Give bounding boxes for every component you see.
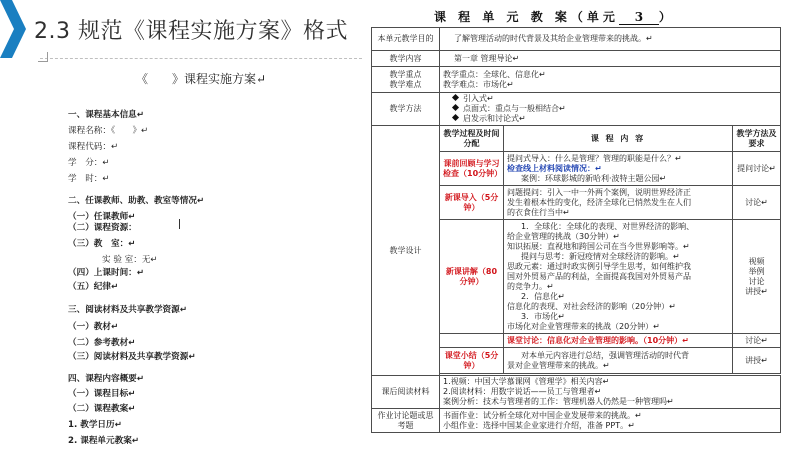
- doc-line: 一、课程基本信息↵: [68, 110, 144, 120]
- step-lecture-content: 1．全球化：全球化的表现、对世界经济的影响、 给企业管理的挑战（30分钟）↵ 知识拓展：直视地和跨国公司在当今世界影响等。↵ 提问与思考：新冠疫情对全球经济的影响。↵ 思政元素：通过时政实例引导学生思考，如何维护我 国对外贸易产品的利益，全面提高我国对外贸易产品 的竞争力。↵ 2．信息化↵ 信息化的表现、对社会经济的影响（20分钟）↵ 3．市场化↵ 市场化对企业管理带来的挑战（20分钟）↵: [504, 220, 733, 334]
- method-list: 引入式↵ 点面式：重点与一般相结合↵ 启发示和讨论式↵: [440, 93, 781, 126]
- step-intro-method: 讨论↵: [733, 186, 781, 220]
- method-label: 教学方法: [372, 93, 440, 126]
- step-summary-method: 讲授↵: [733, 348, 781, 374]
- doc-line: （一）课程目标↵: [68, 389, 136, 399]
- doc-line: （二）课程资源：: [68, 223, 137, 233]
- diamond-bullet-icon: [452, 104, 459, 111]
- doc-line: （三）阅读材料及共享教学资源↵: [68, 352, 196, 362]
- doc-line: 2. 课程单元教案↵: [68, 436, 139, 446]
- doc-line: 课程名称：《 》↵: [68, 126, 149, 136]
- design-label: 教学设计: [372, 126, 440, 376]
- homework-content: 书面作业：试分析全球化对中国企业发展带来的挑战。↵ 小组作业：选择中国某企业家进行介绍，准备 PPT。↵: [440, 409, 781, 433]
- discussion-method: 讨论↵: [733, 334, 781, 348]
- objective-label: 本单元教学目的: [372, 28, 440, 51]
- content-label: 教学内容: [372, 51, 440, 67]
- slide-title: 2.3 规范《课程实施方案》格式: [34, 19, 348, 44]
- doc-line: （一）任课教师↵: [68, 212, 136, 222]
- doc-line: （二）参考教材↵: [68, 338, 136, 348]
- diamond-bullet-icon: [452, 114, 459, 121]
- discussion-content: 课堂讨论：信息化对企业管理的影响。（10分钟）↵: [504, 334, 733, 348]
- header-steps: 教学过程及时间分配: [440, 126, 504, 152]
- lesson-plan-table: [371, 27, 781, 433]
- step-summary-content: 对本单元内容进行总结，强调管理活动的时代背 景对企业管理带来的挑战。↵: [504, 348, 733, 374]
- step-review-content: 提问式导入：什么是管理？管理的职能是什么？↵ 检查线上材料阅读情况：↵ 案例：环球影城的新哈利·波特主题公园↵: [504, 152, 733, 186]
- keypoints-value: 教学重点：全球化、信息化↵ 教学难点：市场化↵: [440, 67, 781, 93]
- text-cursor: [179, 219, 180, 229]
- doc-line: 三、阅读材料及共享教学资源↵: [68, 305, 187, 315]
- lesson-table-title: 课 程 单 元 教 案（单元 3 ）: [434, 10, 675, 24]
- document-heading: 《 》课程实施方案↵: [135, 72, 267, 86]
- doc-line: 实 验 室：无↵: [102, 255, 158, 265]
- course-plan-document: [40, 50, 362, 450]
- doc-line: 1. 教学日历↵: [68, 420, 122, 430]
- doc-line: （一）教材↵: [68, 322, 119, 332]
- step-summary: 课堂小结（5分钟）: [440, 348, 504, 374]
- reading-label: 课后阅读材料: [372, 376, 440, 409]
- doc-line: 学 分：↵: [68, 158, 110, 168]
- unit-number: 3: [619, 10, 659, 25]
- step-review-method: 提问讨论↵: [733, 152, 781, 186]
- reading-content: 1.视频：中国大学慕课网《管理学》相关内容↵ 2.阅读材料：用数字说话——员工与管理者↵ 案例分析：技术与管理者的工作：管理机器人仍然是一种管理吗↵: [440, 376, 781, 409]
- doc-line: （五）纪律↵: [68, 282, 119, 292]
- diamond-bullet-icon: [452, 94, 459, 101]
- step-intro: 新课导入（5分钟）: [440, 186, 504, 220]
- doc-line: 学 时：↵: [68, 174, 110, 184]
- header-method: 教学方法及要求: [733, 126, 781, 152]
- doc-line: 四、课程内容概要↵: [68, 374, 144, 384]
- homework-label: 作业讨论题或思考题: [372, 409, 440, 433]
- doc-line: （三）教 室：↵: [68, 239, 136, 249]
- step-review: 课前回顾与学习检查（10分钟）: [440, 152, 504, 186]
- doc-line: 二、任课教师、助教、教室等情况↵: [68, 196, 205, 206]
- keypoints-label: 教学重点 教学难点: [372, 67, 440, 93]
- step-intro-content: 问题提问：引入一中一外两个案例，说明世界经济正 发生着根本性的变化，经济全球化已悄然发生在人们 的衣食住行当中↵: [504, 186, 733, 220]
- doc-line: （四）上课时间：↵: [68, 268, 144, 278]
- step-lecture: 新课讲解（80分钟）: [440, 220, 504, 334]
- content-value: 第一章 管理导论↵: [440, 51, 781, 67]
- step-lecture-method: 视频 举例 讨论 讲授↵: [733, 220, 781, 334]
- header-content: 课 程 内 容: [504, 126, 733, 152]
- doc-line: 课程代码：↵: [68, 142, 119, 152]
- objective-value: 了解管理活动的时代背景及其给企业管理带来的挑战。↵: [440, 28, 781, 51]
- doc-line: （二）课程教案↵: [68, 404, 136, 414]
- chevron-right-icon: [0, 0, 26, 58]
